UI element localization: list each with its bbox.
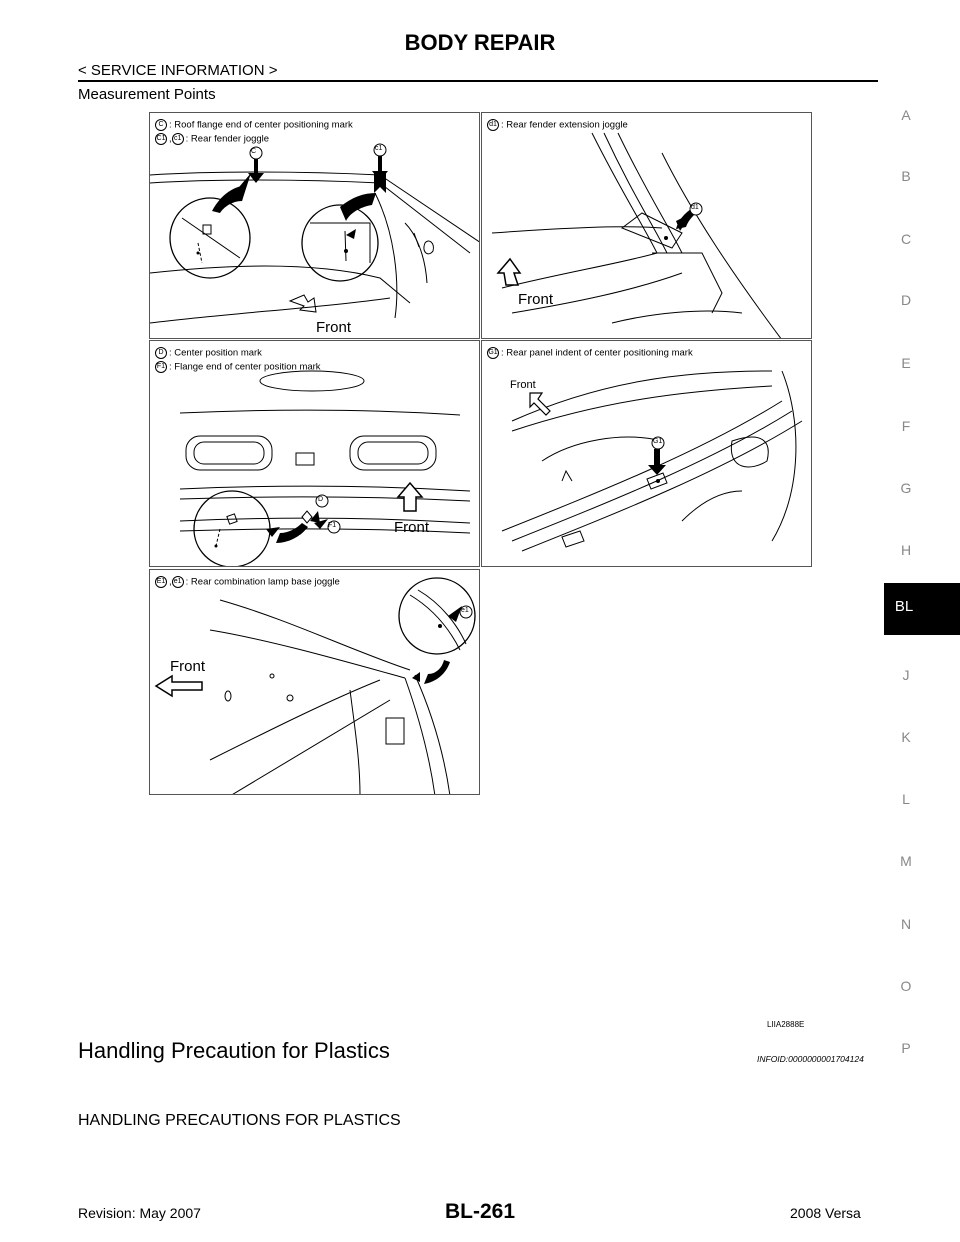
legend-line [487,347,693,359]
front-label: Front [394,519,430,536]
side-index-letter[interactable]: L [902,791,910,807]
marker-label: F1 [155,361,167,373]
figure-id: LIIA2888E [767,1020,805,1029]
section-heading: Handling Precaution for Plastics [78,1038,390,1063]
side-index-letter[interactable]: E [901,355,911,371]
legend-text: : Rear fender extension joggle [501,119,628,131]
footer-revision: Revision: May 2007 [78,1205,201,1221]
side-index-active-tab[interactable] [884,583,960,635]
callout-label: e1 [461,607,469,614]
legend-text: : Rear combination lamp base joggle [185,576,340,588]
header-divider [78,80,878,82]
legend-line [155,119,353,131]
side-index-letter[interactable]: H [900,542,912,558]
side-index-letter[interactable]: N [900,916,912,932]
page-title: BODY REPAIR [404,30,556,55]
legend-line: E1 , e1 : Rear combination lamp base joggle [156,576,340,588]
legend-text: : Center position mark [169,347,262,359]
info-id: INFOID:0000000001704124 [757,1054,864,1064]
side-index-letter[interactable]: C [900,231,912,247]
roof-flange-illustration [150,113,480,339]
breadcrumb: < SERVICE INFORMATION > [78,62,278,79]
callout-label: F1 [328,522,337,529]
side-index-letter[interactable]: B [901,168,911,184]
side-index-letter[interactable]: G [900,480,912,496]
marker-label: c1 [172,133,184,145]
marker-label: d1 [487,119,499,131]
marker-label: C [155,119,167,131]
footer-page-number: BL-261 [444,1200,516,1223]
side-index-letter[interactable]: F [901,418,911,434]
figure-panel-rear-combination-lamp [149,569,480,795]
marker-label: D [155,347,167,359]
legend-line: C1 , c1 : Rear fender joggle [156,133,270,145]
callout-label: D [318,496,324,503]
legend-line [155,347,262,359]
legend-text: : Rear panel indent of center positioning mark [501,347,693,359]
callout-label: G1 [653,438,663,445]
legend-line [487,119,628,131]
callout-label: C [251,148,257,155]
marker-label: G1 [487,347,499,359]
side-index-letter[interactable]: P [901,1040,911,1056]
side-index-letter[interactable]: A [901,107,911,123]
figure-panel-roof-flange [149,112,480,339]
footer-model: 2008 Versa [790,1205,861,1221]
side-index-letter[interactable]: J [902,667,910,683]
figure-panel-rear-panel-indent [481,340,812,567]
front-label: Front [316,319,352,336]
legend-text: : Flange end of center position mark [169,361,321,373]
section-subheading: HANDLING PRECAUTIONS FOR PLASTICS [78,1112,401,1129]
side-index-letter[interactable]: K [901,729,911,745]
front-label: Front [518,291,554,308]
rear-panel-indent-illustration [482,341,812,567]
callout-label: c1 [375,145,383,152]
callout-label: d1 [691,204,699,211]
side-index-letter[interactable]: D [900,292,912,308]
front-label: Front [510,379,536,391]
legend-line [155,361,321,373]
side-index-letter[interactable]: M [900,853,912,869]
legend-text: : Roof flange end of center positioning mark [169,119,353,131]
side-index-letter[interactable]: O [900,978,912,994]
center-position-illustration [150,341,480,567]
rear-combination-lamp-illustration [150,570,480,795]
side-index-active-label: BL [894,598,914,615]
legend-text: : Rear fender joggle [185,133,270,145]
marker-label: C1 [155,133,167,145]
marker-label: E1 [155,576,167,588]
front-label: Front [170,658,206,675]
section-caption: Measurement Points [78,86,216,103]
figure-panel-center-position [149,340,480,567]
figure-panel-rear-fender-extension [481,112,812,339]
marker-label: e1 [172,576,184,588]
